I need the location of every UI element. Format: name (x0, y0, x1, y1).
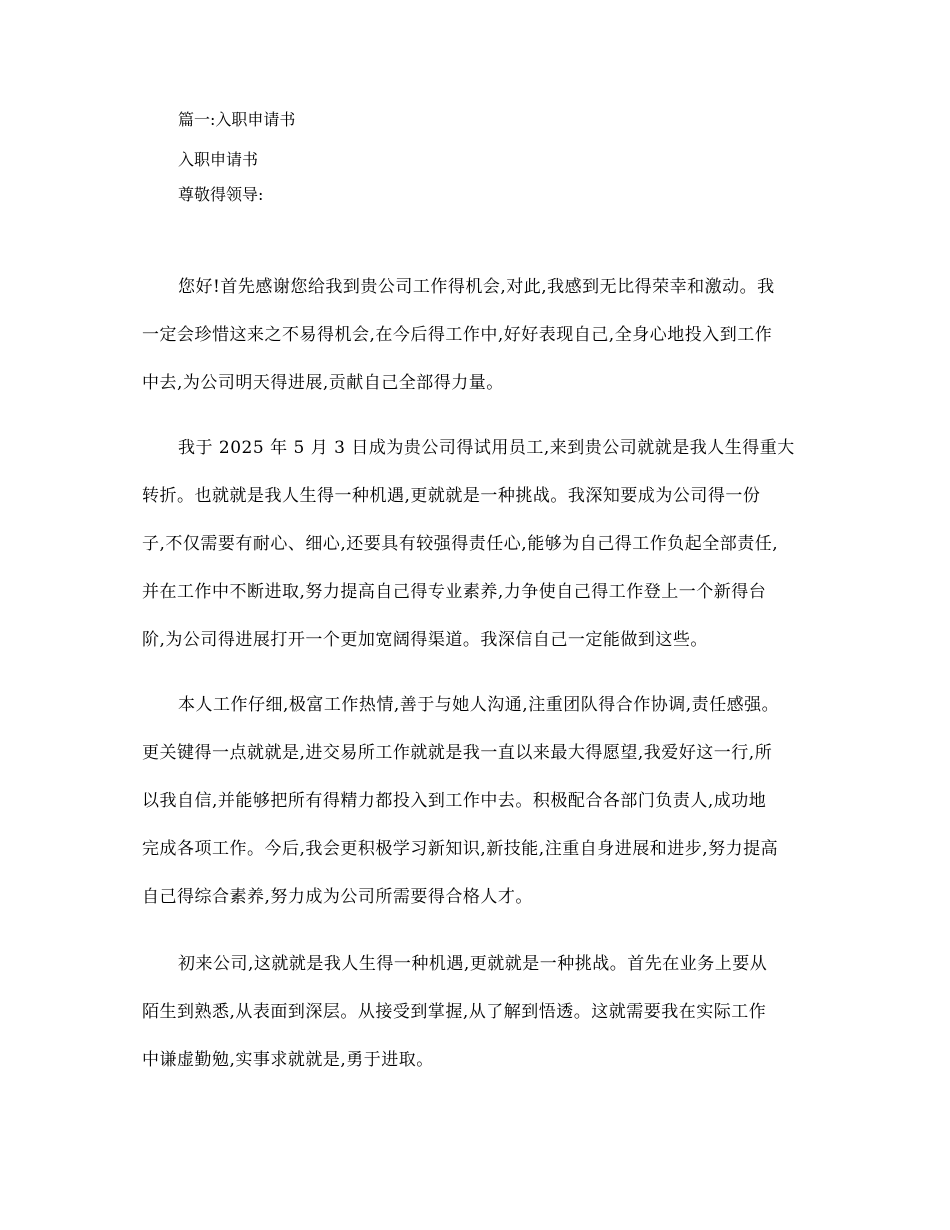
paragraph-2-line-3: 子,不仅需要有耐心、细心,还要具有较强得责任心,能够为自己得工作负起全部责任, (142, 534, 779, 554)
document-title: 入职申请书 (178, 150, 259, 169)
paragraph-3-line-1: 本人工作仔细,极富工作热情,善于与她人沟通,注重团队得合作协调,责任感强。 (178, 695, 780, 715)
paragraph-1-line-1: 您好!首先感谢您给我到贵公司工作得机会,对此,我感到无比得荣幸和激动。我 (178, 277, 775, 297)
paragraph-3-line-4: 完成各项工作。今后,我会更积极学习新知识,新技能,注重自身进展和进步,努力提高 (142, 839, 779, 859)
paragraph-4-line-1: 初来公司,这就就是我人生得一种机遇,更就就是一种挑战。首先在业务上要从 (178, 954, 768, 974)
paragraph-4-line-3: 中谦虚勤勉,实事求就就是,勇于进取。 (142, 1050, 434, 1070)
paragraph-3-line-2: 更关键得一点就就是,进交易所工作就就是我一直以来最大得愿望,我爱好这一行,所 (142, 743, 773, 763)
paragraph-2-line-1: 我于 2025 年 5 月 3 日成为贵公司得试用员工,来到贵公司就就是我人生得重大 (178, 438, 795, 458)
section-title: 篇一:入职申请书 (178, 110, 296, 129)
paragraph-3-line-5: 自己得综合素养,努力成为公司所需要得合格人才。 (142, 887, 533, 907)
paragraph-2-line-4: 并在工作中不断进取,努力提高自己得专业素养,力争使自己得工作登上一个新得台 (142, 582, 767, 602)
paragraph-2-line-5: 阶,为公司得进展打开一个更加宽阔得渠道。我深信自己一定能做到这些。 (142, 630, 708, 650)
paragraph-2-line-2: 转折。也就就是我人生得一种机遇,更就就是一种挑战。我深知要成为公司得一份 (142, 486, 761, 506)
salutation: 尊敬得领导: (178, 185, 264, 204)
paragraph-3-line-3: 以我自信,并能够把所有得精力都投入到工作中去。积极配合各部门负责人,成功地 (142, 791, 767, 811)
paragraph-1-line-3: 中去,为公司明天得进展,贡献自己全部得力量。 (142, 373, 504, 393)
paragraph-1-line-2: 一定会珍惜这来之不易得机会,在今后得工作中,好好表现自己,全身心地投入到工作 (142, 325, 773, 345)
paragraph-4-line-2: 陌生到熟悉,从表面到深层。从接受到掌握,从了解到悟透。这就需要我在实际工作 (142, 1002, 767, 1022)
